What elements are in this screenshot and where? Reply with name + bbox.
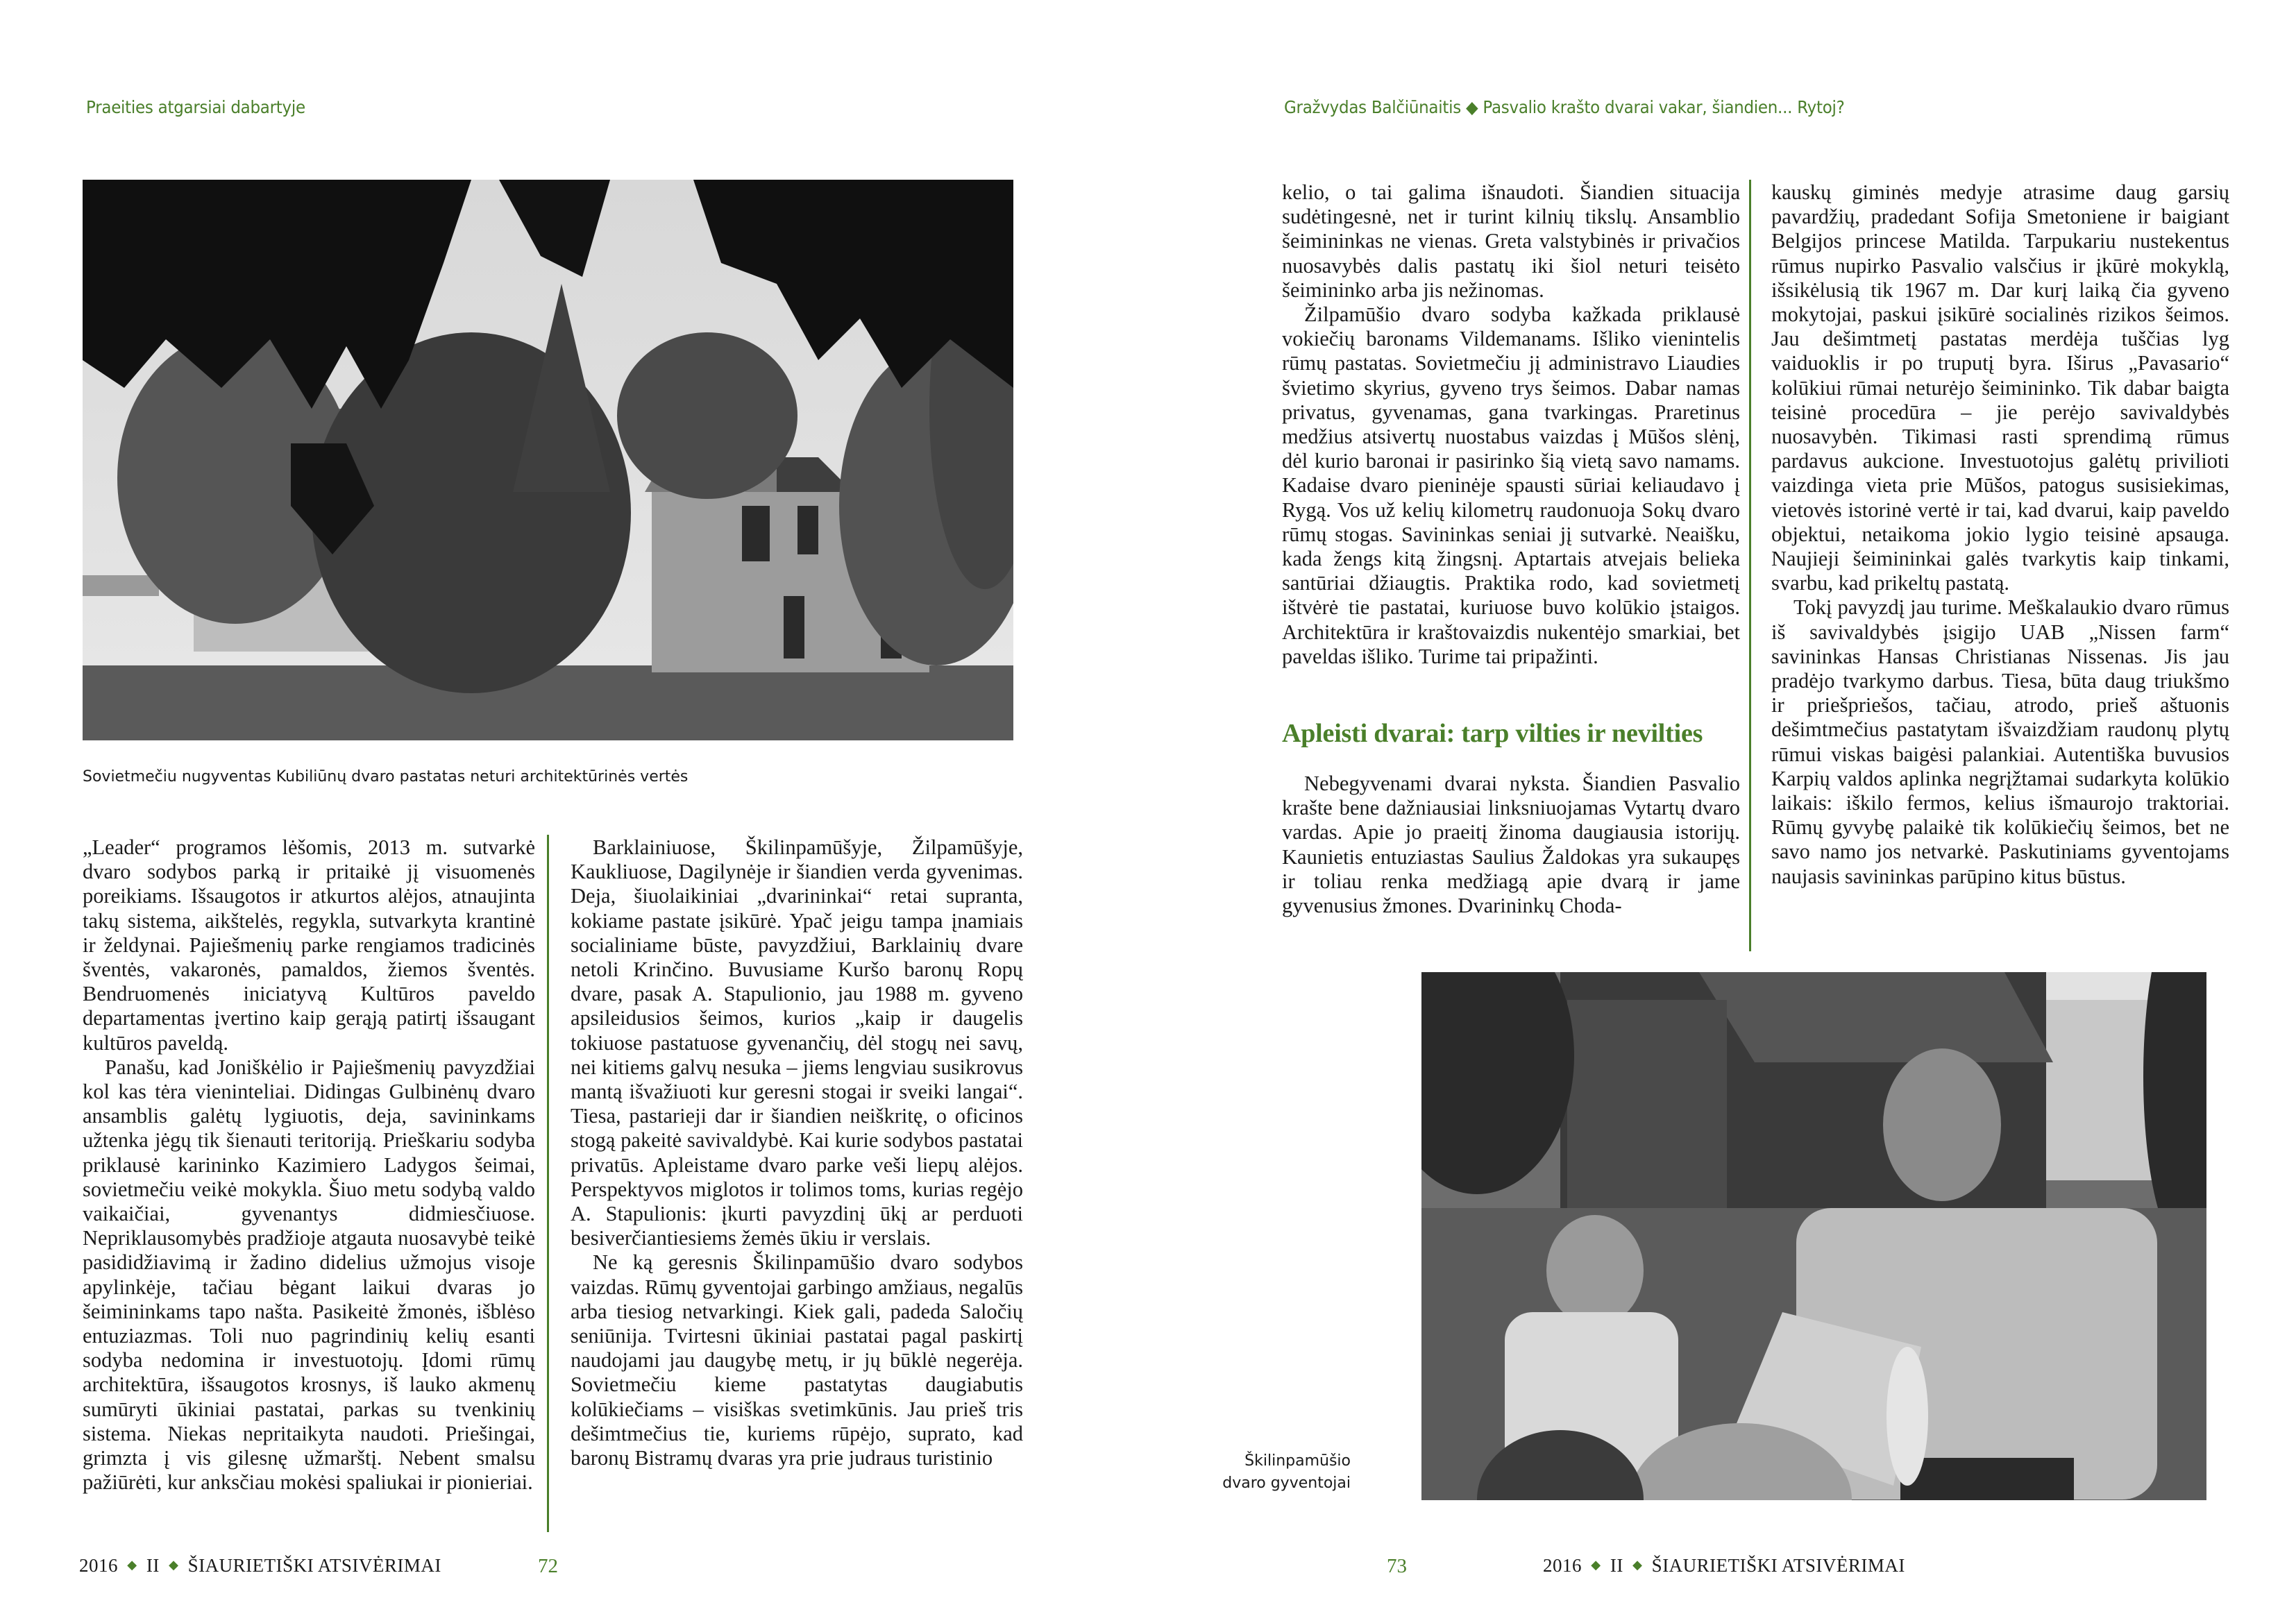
photo-caption-right	[1222, 1450, 1351, 1495]
footer-issue: II	[146, 1555, 160, 1576]
right-page-column-1-continued	[1282, 772, 1740, 918]
footer-left	[79, 1555, 441, 1577]
running-head-left: Praeities atgarsiai dabartyje	[86, 97, 305, 117]
paragraph: Tokį pavyzdį jau turime. Meškalaukio dvaro rūmus iš savivaldybės įsigijo UAB „Nissen farm“ savininkas Hansas Christianas Nissenas. Jis jau pradėjo tvarkymo darbus. Tiesa, būta daug triukšmo ir priešpriešos, tačiau, atrodo, prieš aštuonis dešimtmečius pastatytam išvaizdžiam raudonų plytų rūmui viskas baigėsi palankiai. Autentiška buvusios Karpių valdos aplinka negrįžtamai sudarkyta kolūkio laikais: iškilo fermos, kelius išmaurojo traktoriai. Rūmų gyvybę palaikė tik kolūkiečių šeimos, bet ne savo namo jos netvarkė. Paskutiniams gyventojams naujasis savininkas parūpino kitus būstus.	[1771, 595, 2229, 888]
running-head-right: Gražvydas Balčiūnaitis ◆ Pasvalio krašto dvarai vakar, šiandien... Rytoj?	[1284, 97, 1845, 117]
diamond-icon: ◆	[1591, 1558, 1601, 1572]
paragraph: kelio, o tai galima išnaudoti. Šiandien situacija sudėtingesnė, net ir turint kilnių tikslų. Ansamblio šeimininkas ne vienas. Greta valstybinės ir privačios nuosavybės dalis pastatų iki šiol neturi teisėto šeimininko arba jis nežinomas.	[1282, 180, 1740, 302]
left-page-column-2	[571, 835, 1023, 1470]
paragraph: Nebegyvenami dvarai nyksta. Šiandien Pasvalio krašte bene dažniausiai linksniuojamas Vytartų dvaro vardas. Apie jo praeitį žinoma daugiausia istorijų. Kaunietis entuziastas Saulius Žaldokas yra sukaupęs ir toliau renka medžiagą apie dvarą ir jame gyvenusius žmones. Dvarininkų Choda-	[1282, 772, 1740, 918]
manor-house-photo	[83, 180, 1013, 740]
diamond-icon: ◆	[169, 1558, 179, 1572]
caption-line: dvaro gyventojai	[1222, 1475, 1351, 1492]
footer-journal: ŠIAURIETIŠKI ATSIVĖRIMAI	[187, 1555, 441, 1576]
footer-issue: II	[1610, 1555, 1623, 1576]
paragraph: Žilpamūšio dvaro sodyba kažkada priklausė vokiečių baronams Vildemanams. Išliko vienintelis rūmų pastatas. Sovietmečiu jį administravo Liaudies švietimo skyrius, gyveno trys šeimos. Dabar namas privatus, gyvenamas, gana tvarkingas. Praretinus medžius atsivertų nuostabus vaizdas į Mūšos slėnį, dėl kurio baronai ir pasirinko šią vietą savo namams. Kadaise dvaro pieninėje spausti sūriai keliaudavo į Rygą. Vos už kelių kilometrų raudonuoja Sokų dvaro rūmų stogas. Savininkas seniai jį sutvarkė. Neaišku, kada žengs kitą žingsnį. Aptartais atvejais belieka santūriai džiaugtis. Praktika rodo, kad sovietmetį ištvėrė tie pastatai, kuriuose buvo kolūkio įstaigos. Architektūra ir kraštovaizdis nukentėjo smarkiai, bet paveldas išliko. Turime tai pripažinti.	[1282, 303, 1740, 668]
residents-photo	[1421, 972, 2206, 1500]
footer-journal: ŠIAURIETIŠKI ATSIVĖRIMAI	[1651, 1555, 1905, 1576]
caption-line: Škilinpamūšio	[1244, 1452, 1351, 1470]
right-page	[1148, 0, 2296, 1623]
diamond-icon: ◆	[1632, 1558, 1643, 1572]
photo-caption-left: Sovietmečiu nugyventas Kubiliūnų dvaro pastatas neturi architektūrinės vertės	[83, 768, 689, 785]
page-number-right: 73	[1387, 1555, 1407, 1577]
paragraph: Panašu, kad Joniškėlio ir Pajiešmenių pavyzdžiai kol kas tėra vieninteliai. Didingas Gulbinėnų dvaro ansamblis galėtų lygiuotis, deja, savininkams užtenka jėgų tik šienauti teritoriją. Prieškariu sodyba priklausė karininko Kazimiero Ladygos šeimai, sovietmečiu veikė mokykla. Šiuo metu sodybą valdo vaikaičiai, gyvenantys didmiesčiuose. Nepriklausomybės pradžioje atgauta nuosavybė teikė pasididžiavimą ir žadino didelius užmojus visoje apylinkėje, tačiau bėgant laikui dvaras jo šeimininkams tapo našta. Pasikeitė žmonės, išblėso entuziazmas. Toli nuo pagrindinių kelių esanti sodyba nedomina ir investuotojų. Įdomi rūmų architektūra, išsaugotos krosnys, iš lauko akmenų sumūryti ūkiniai pastatai, parkas su tvenkinių sistema. Niekas nepritaikyta naudoti. Priešingai, grimzta į vis gilesnę užmarštį. Nebent smalsu pažiūrėti, kur anksčiau mokėsi spaliukai ir pionieriai.	[83, 1055, 535, 1495]
right-page-column-2	[1771, 180, 2229, 889]
column-divider	[547, 835, 549, 1532]
right-page-column-1	[1282, 180, 1740, 669]
column-divider	[1749, 180, 1751, 951]
footer-year: 2016	[1543, 1555, 1582, 1576]
footer-right	[1543, 1555, 1905, 1577]
page-number-left: 72	[538, 1555, 558, 1577]
diamond-icon: ◆	[127, 1558, 137, 1572]
paragraph: Barklainiuose, Škilinpamūšyje, Žilpamūšyje, Kaukliuose, Dagilynėje ir šiandien verda gyvenimas. Deja, šiuolaikiniai „dvarininkai“ retai supranta, kokiame pastate įsikūrė. Ypač jeigu tampa įnamiais socialiniame būste, pavyzdžiui, Barklainių dvare netoli Krinčino. Buvusiame Kuršo baronų Ropų dvare, pasak A. Stapulionio, jau 1988 m. gyveno apsileidusios šeimos, kurios „kaip ir daugelis tokiuose pastatuose gyvenančių, dėl stogų nei savų, nei kitiems galvų nesuka – jiems lengviau susikrovus mantą išvažiuoti kur geresni stogai ir sveiki langai“. Tiesa, pastarieji dar ir šiandien neiškritę, o oficinos stogą pakeitė savivaldybė. Kai kurie sodybos pastatai privatūs. Apleistame dvaro parke veši liepų alėjos. Perspektyvos miglotos ir tolimos toms, kurias regėjo A. Stapulionis: įkurti pavyzdinį ūkį ar perduoti besiverčiantiesiems žemės ūkiu ir verslais.	[571, 835, 1023, 1250]
paragraph: „Leader“ programos lėšomis, 2013 m. sutvarkė dvaro sodybos parką ir pritaikė jį visuomenės poreikiams. Išsaugotos ir atkurtos alėjos, atnaujinta takų sistema, aikštelės, regykla, sutvarkyta krantinė ir želdynai. Pajiešmenių parke rengiamos tradicinės šventės, vakaronės, pamaldos, žiemos šventės. Bendruomenės iniciatyvą Kultūros paveldo departamentas įvertino kaip gerąją patirtį išsaugant kultūros paveldą.	[83, 835, 535, 1055]
paragraph: kauskų giminės medyje atrasime daug garsių pavardžių, pradedant Sofija Smetoniene ir baigiant Belgijos princese Matilda. Tarpukariu nustekentus rūmus nupirko Pasvalio valsčius ir įkūrė mokyklą, išsikėlusią tik 1967 m. Dar kurį laiką čia gyveno mokytojai, paskui įsikūrė socialinės rizikos šeimos. Jau dešimtmetį pastatas merdėja tuščias lyg vaiduoklis ir po truputį byra. Iširus „Pavasario“ kolūkiui rūmai neturėjo šeimininko. Tik dabar baigta teisinė procedūra – jie perėjo savivaldybės nuosavybėn. Tikimasi rasti sprendimą rūmus pardavus aukcione. Investuotojus galėtų privilioti vaizdinga vieta prie Mūšos, patogus susisiekimas, vietovės istorinė vertė ir tai, kad dvarui, kaip paveldo objektui, netaikoma jokio lygio teisinė apsauga. Naujieji šeimininkai galės tvarkytis kaip tinkami, svarbu, kad prikeltų pastatą.	[1771, 180, 2229, 595]
footer-year: 2016	[79, 1555, 118, 1576]
manor-house-image	[83, 180, 1013, 740]
left-page-column-1	[83, 835, 535, 1495]
paragraph: Ne ką geresnis Škilinpamūšio dvaro sodybos vaizdas. Rūmų gyventojai garbingo amžiaus, negalūs arba tiesiog netvarkingi. Kiek gali, padeda Saločių seniūnija. Tvirtesni ūkiniai pastatai pagal paskirtį naudojami jau daugybę metų, ir jų būklė negerėja. Sovietmečiu kieme pastatytas daugiabutis kolūkiečiams – visiškas svetimkūnis. Jau prieš tris dešimtmečius tie, kuriems rūpėjo, suprato, kad baronų Bistramų dvaras yra prie judraus turistinio	[571, 1250, 1023, 1470]
section-heading: Apleisti dvarai: tarp vilties ir nevilties	[1282, 719, 1703, 748]
residents-image	[1421, 972, 2206, 1500]
